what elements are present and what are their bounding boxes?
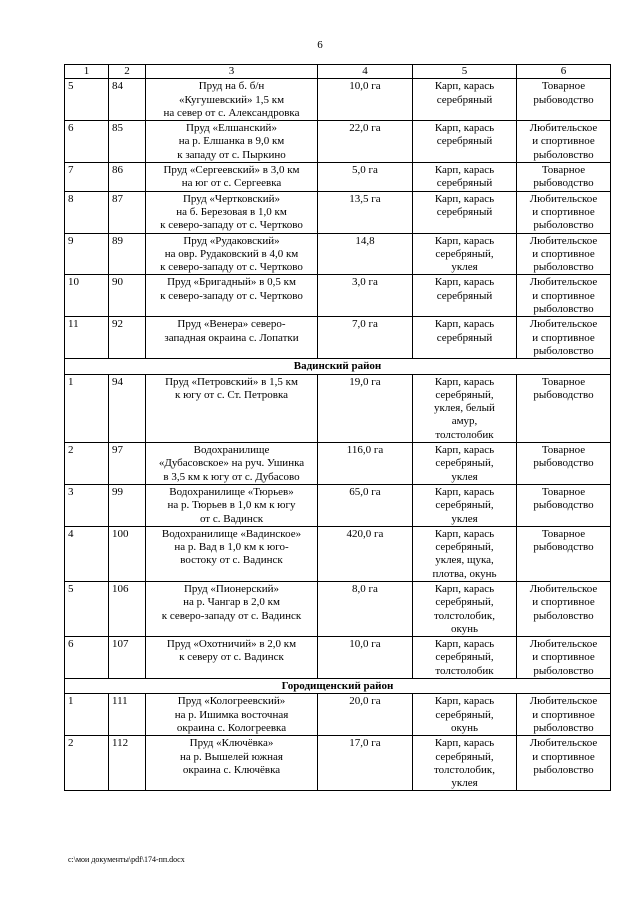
usage-line: и спортивное bbox=[532, 651, 595, 664]
table-row bbox=[65, 233, 611, 275]
usage-line: рыбоводство bbox=[533, 499, 594, 512]
name-line: к северу от с. Вадинск bbox=[179, 651, 284, 664]
row-number-cell: 2 bbox=[65, 443, 109, 485]
area-cell: 8,0 га bbox=[318, 581, 413, 636]
usage-line: рыбоводство bbox=[533, 177, 594, 190]
fish-line: Карп, карась bbox=[434, 527, 495, 540]
fish-line: окунь bbox=[450, 721, 479, 734]
water-body-id-cell: 92 bbox=[109, 317, 146, 359]
table-row bbox=[65, 79, 611, 121]
usage-line: и спортивное bbox=[532, 135, 595, 148]
header-cell-3: 3 bbox=[146, 65, 318, 79]
row-number-cell: 1 bbox=[65, 374, 109, 442]
water-body-id-cell: 84 bbox=[109, 79, 146, 121]
usage-line: и спортивное bbox=[532, 289, 595, 302]
water-body-name-cell bbox=[146, 163, 318, 192]
table-row bbox=[65, 191, 611, 233]
name-line: Пруд «Чертковский» bbox=[182, 192, 281, 205]
table-row bbox=[65, 484, 611, 526]
usage-line: Любительское bbox=[529, 695, 598, 708]
fish-line: Карп, карась bbox=[434, 485, 495, 498]
row-number-cell: 8 bbox=[65, 191, 109, 233]
area-cell: 20,0 га bbox=[318, 694, 413, 736]
fish-line: Карп, карась bbox=[434, 318, 495, 331]
fish-line: толстолобик, bbox=[434, 609, 495, 622]
water-body-id-cell: 100 bbox=[109, 526, 146, 581]
area-cell: 14,8 bbox=[318, 233, 413, 275]
usage-line: рыболовство bbox=[533, 219, 594, 232]
name-line: к северо-западу от с. Чертково bbox=[160, 289, 303, 302]
area-cell: 13,5 га bbox=[318, 191, 413, 233]
row-number-cell: 9 bbox=[65, 233, 109, 275]
water-body-name-cell bbox=[146, 637, 318, 679]
name-line: Водохранилище bbox=[193, 444, 270, 457]
usage-line: Любительское bbox=[529, 234, 598, 247]
fish-species-cell bbox=[413, 233, 517, 275]
fish-line: Карп, карась bbox=[434, 192, 495, 205]
water-body-name-cell bbox=[146, 581, 318, 636]
name-line: на р. Тюрьев в 1,0 км к югу bbox=[167, 499, 296, 512]
name-line: «Кугушевский» 1,5 км bbox=[178, 93, 285, 106]
water-body-name-cell bbox=[146, 121, 318, 163]
usage-line: Товарное bbox=[541, 527, 586, 540]
water-body-name-cell bbox=[146, 736, 318, 791]
fish-line: серебряный bbox=[436, 205, 493, 218]
water-body-id-cell: 87 bbox=[109, 191, 146, 233]
name-line: к северо-западу от с. Чертково bbox=[160, 261, 303, 274]
name-line: Пруд «Кологреевский» bbox=[177, 695, 286, 708]
name-line: к западу от с. Пыркино bbox=[177, 148, 286, 161]
fish-line: Карп, карась bbox=[434, 276, 495, 289]
area-cell: 5,0 га bbox=[318, 163, 413, 192]
name-line: на р. Вышелей южная bbox=[180, 750, 283, 763]
row-number-cell: 6 bbox=[65, 121, 109, 163]
fish-line: Карп, карась bbox=[434, 737, 495, 750]
name-line: Пруд «Охотничий» в 2,0 км bbox=[166, 638, 297, 651]
usage-line: рыболовство bbox=[533, 148, 594, 161]
name-line: на овр. Рудаковский в 4,0 км bbox=[164, 247, 299, 260]
name-line: на р. Ишимка восточная bbox=[174, 708, 289, 721]
name-line: окраина с. Кологреевка bbox=[176, 721, 287, 734]
usage-line: и спортивное bbox=[532, 596, 595, 609]
usage-line: рыбоводство bbox=[533, 93, 594, 106]
row-number-cell: 1 bbox=[65, 694, 109, 736]
usage-line: рыболовство bbox=[533, 344, 594, 357]
fish-line: серебряный bbox=[436, 289, 493, 302]
fish-line: уклея bbox=[451, 512, 478, 525]
table-row bbox=[65, 275, 611, 317]
fish-line: уклея bbox=[451, 470, 478, 483]
row-number-cell: 5 bbox=[65, 79, 109, 121]
fish-line: серебряный, bbox=[435, 247, 494, 260]
name-line: на р. Елшанка в 9,0 км bbox=[178, 135, 285, 148]
page-number: 6 bbox=[317, 39, 323, 51]
usage-line: и спортивное bbox=[532, 331, 595, 344]
fish-line: Карп, карась bbox=[434, 695, 495, 708]
area-cell: 3,0 га bbox=[318, 275, 413, 317]
usage-type-cell bbox=[517, 374, 611, 442]
usage-type-cell bbox=[517, 317, 611, 359]
area-cell: 65,0 га bbox=[318, 484, 413, 526]
fish-species-cell bbox=[413, 374, 517, 442]
area-cell: 7,0 га bbox=[318, 317, 413, 359]
water-body-id-cell: 89 bbox=[109, 233, 146, 275]
fish-line: серебряный, bbox=[435, 596, 494, 609]
fish-line: уклея bbox=[451, 777, 478, 790]
water-body-name-cell bbox=[146, 694, 318, 736]
header-cell-5: 5 bbox=[413, 65, 517, 79]
name-line: западная окраина с. Лопатки bbox=[164, 331, 299, 344]
water-body-name-cell bbox=[146, 484, 318, 526]
water-body-id-cell: 106 bbox=[109, 581, 146, 636]
name-line: Пруд «Сергеевский» в 3,0 км bbox=[163, 164, 300, 177]
row-number-cell: 4 bbox=[65, 526, 109, 581]
fish-line: Карп, карась bbox=[434, 444, 495, 457]
name-line: Пруд «Ключёвка» bbox=[189, 737, 274, 750]
fish-line: амур, bbox=[451, 415, 478, 428]
name-line: к северо-западу от с. Чертково bbox=[160, 219, 303, 232]
table-row bbox=[65, 526, 611, 581]
fishery-table bbox=[64, 64, 611, 791]
usage-line: Любительское bbox=[529, 638, 598, 651]
name-line: «Дубасовское» на руч. Ушинка bbox=[158, 457, 305, 470]
usage-type-cell bbox=[517, 163, 611, 192]
usage-type-cell bbox=[517, 275, 611, 317]
header-cell-4: 4 bbox=[318, 65, 413, 79]
header-cell-6: 6 bbox=[517, 65, 611, 79]
water-body-name-cell bbox=[146, 526, 318, 581]
fish-line: серебряный bbox=[436, 135, 493, 148]
water-body-name-cell bbox=[146, 374, 318, 442]
fish-line: Карп, карась bbox=[434, 164, 495, 177]
name-line: Водохранилище «Тюрьев» bbox=[169, 485, 294, 498]
usage-type-cell bbox=[517, 736, 611, 791]
fish-line: уклея bbox=[451, 261, 478, 274]
fish-species-cell bbox=[413, 694, 517, 736]
area-cell: 19,0 га bbox=[318, 374, 413, 442]
name-line: Пруд «Рудаковский» bbox=[183, 234, 280, 247]
fish-line: серебряный bbox=[436, 177, 493, 190]
usage-line: рыболовство bbox=[533, 609, 594, 622]
fish-species-cell bbox=[413, 191, 517, 233]
fish-species-cell bbox=[413, 736, 517, 791]
usage-type-cell bbox=[517, 121, 611, 163]
name-line: на р. Чангар в 2,0 км bbox=[183, 596, 280, 609]
row-number-cell: 10 bbox=[65, 275, 109, 317]
table-header-row bbox=[65, 65, 611, 79]
fish-species-cell bbox=[413, 79, 517, 121]
fish-line: уклея, щука, bbox=[435, 554, 494, 567]
usage-line: Товарное bbox=[541, 164, 586, 177]
header-cell-1: 1 bbox=[65, 65, 109, 79]
fish-line: Карп, карась bbox=[434, 122, 495, 135]
fish-line: толстолобик bbox=[435, 664, 494, 677]
fish-line: серебряный, bbox=[435, 541, 494, 554]
area-cell: 10,0 га bbox=[318, 79, 413, 121]
fish-line: Карп, карась bbox=[434, 638, 495, 651]
fish-line: серебряный, bbox=[435, 750, 494, 763]
usage-type-cell bbox=[517, 484, 611, 526]
water-body-id-cell: 86 bbox=[109, 163, 146, 192]
header-cell-2: 2 bbox=[109, 65, 146, 79]
name-line: востоку от с. Вадинск bbox=[180, 554, 283, 567]
usage-line: и спортивное bbox=[532, 205, 595, 218]
name-line: к югу от с. Ст. Петровка bbox=[174, 388, 289, 401]
fish-line: плотва, окунь bbox=[432, 567, 497, 580]
usage-type-cell bbox=[517, 637, 611, 679]
fish-line: уклея, белый bbox=[434, 402, 495, 415]
section-header-row bbox=[65, 359, 611, 374]
fish-line: Карп, карась bbox=[434, 582, 495, 595]
fish-line: серебряный bbox=[436, 331, 493, 344]
usage-type-cell bbox=[517, 694, 611, 736]
usage-line: Любительское bbox=[529, 582, 598, 595]
row-number-cell: 3 bbox=[65, 484, 109, 526]
footer-file-path: c:\мои документы\pdf\174-пп.docx bbox=[68, 855, 185, 864]
row-number-cell: 7 bbox=[65, 163, 109, 192]
usage-line: рыбоводство bbox=[533, 388, 594, 401]
section-header-row bbox=[65, 679, 611, 694]
name-line: на б. Березовая в 1,0 км bbox=[176, 205, 287, 218]
fish-line: серебряный, bbox=[435, 499, 494, 512]
usage-line: Любительское bbox=[529, 122, 598, 135]
table-row bbox=[65, 637, 611, 679]
water-body-id-cell: 97 bbox=[109, 443, 146, 485]
usage-line: Товарное bbox=[541, 80, 586, 93]
fish-line: серебряный, bbox=[435, 651, 494, 664]
fish-species-cell bbox=[413, 443, 517, 485]
water-body-id-cell: 107 bbox=[109, 637, 146, 679]
fish-line: толстолобик, bbox=[434, 763, 495, 776]
fish-line: Карп, карась bbox=[434, 80, 495, 93]
area-cell: 22,0 га bbox=[318, 121, 413, 163]
table-row bbox=[65, 581, 611, 636]
fish-species-cell bbox=[413, 163, 517, 192]
fish-species-cell bbox=[413, 275, 517, 317]
water-body-id-cell: 94 bbox=[109, 374, 146, 442]
area-cell: 17,0 га bbox=[318, 736, 413, 791]
name-line: Пруд на б. б/н bbox=[198, 80, 265, 93]
fish-line: окунь bbox=[450, 622, 479, 635]
usage-type-cell bbox=[517, 443, 611, 485]
fish-species-cell bbox=[413, 484, 517, 526]
usage-line: и спортивное bbox=[532, 247, 595, 260]
name-line: от с. Вадинск bbox=[199, 512, 264, 525]
usage-line: Любительское bbox=[529, 276, 598, 289]
area-cell: 10,0 га bbox=[318, 637, 413, 679]
fish-line: Карп, карась bbox=[434, 234, 495, 247]
fish-line: толстолобик bbox=[435, 428, 494, 441]
water-body-id-cell: 85 bbox=[109, 121, 146, 163]
water-body-name-cell bbox=[146, 317, 318, 359]
name-line: Водохранилище «Вадинское» bbox=[161, 527, 302, 540]
name-line: Пруд «Венера» северо- bbox=[177, 318, 286, 331]
table-row bbox=[65, 121, 611, 163]
usage-line: рыболовство bbox=[533, 261, 594, 274]
water-body-name-cell bbox=[146, 275, 318, 317]
usage-line: Товарное bbox=[541, 485, 586, 498]
name-line: окраина с. Ключёвка bbox=[182, 763, 281, 776]
fish-species-cell bbox=[413, 637, 517, 679]
table-row bbox=[65, 317, 611, 359]
table-row bbox=[65, 736, 611, 791]
fish-line: Карп, карась bbox=[434, 375, 495, 388]
usage-type-cell bbox=[517, 526, 611, 581]
fish-line: серебряный, bbox=[435, 457, 494, 470]
water-body-name-cell bbox=[146, 191, 318, 233]
usage-line: рыболовство bbox=[533, 721, 594, 734]
usage-line: Любительское bbox=[529, 192, 598, 205]
usage-line: Товарное bbox=[541, 444, 586, 457]
water-body-id-cell: 112 bbox=[109, 736, 146, 791]
water-body-name-cell bbox=[146, 233, 318, 275]
water-body-id-cell: 99 bbox=[109, 484, 146, 526]
row-number-cell: 11 bbox=[65, 317, 109, 359]
name-line: Пруд «Пионерский» bbox=[183, 582, 280, 595]
name-line: на р. Вад в 1,0 км к юго- bbox=[174, 541, 289, 554]
table-body bbox=[65, 65, 611, 791]
name-line: Пруд «Бригадный» в 0,5 км bbox=[167, 276, 296, 289]
area-cell: 420,0 га bbox=[318, 526, 413, 581]
name-line: Пруд «Петровский» в 1,5 км bbox=[165, 375, 298, 388]
usage-line: Товарное bbox=[541, 375, 586, 388]
usage-line: рыболовство bbox=[533, 664, 594, 677]
usage-type-cell bbox=[517, 233, 611, 275]
usage-line: Любительское bbox=[529, 737, 598, 750]
table-row bbox=[65, 694, 611, 736]
usage-line: рыбоводство bbox=[533, 541, 594, 554]
usage-line: рыболовство bbox=[533, 303, 594, 316]
fish-species-cell bbox=[413, 581, 517, 636]
fish-species-cell bbox=[413, 121, 517, 163]
row-number-cell: 2 bbox=[65, 736, 109, 791]
usage-line: и спортивное bbox=[532, 750, 595, 763]
name-line: в 3,5 км к югу от с. Дубасово bbox=[163, 470, 300, 483]
area-cell: 116,0 га bbox=[318, 443, 413, 485]
section-title: Вадинский район bbox=[65, 359, 611, 374]
fish-line: серебряный, bbox=[435, 388, 494, 401]
usage-line: Любительское bbox=[529, 318, 598, 331]
usage-line: рыбоводство bbox=[533, 457, 594, 470]
usage-type-cell bbox=[517, 191, 611, 233]
table-row bbox=[65, 374, 611, 442]
water-body-id-cell: 111 bbox=[109, 694, 146, 736]
fish-line: серебряный, bbox=[435, 708, 494, 721]
name-line: к северо-западу от с. Вадинск bbox=[161, 609, 302, 622]
table-row bbox=[65, 443, 611, 485]
name-line: на север от с. Александровка bbox=[163, 106, 300, 119]
water-body-id-cell: 90 bbox=[109, 275, 146, 317]
water-body-name-cell bbox=[146, 79, 318, 121]
fish-species-cell bbox=[413, 526, 517, 581]
name-line: Пруд «Елшанский» bbox=[186, 122, 277, 135]
usage-line: рыболовство bbox=[533, 763, 594, 776]
name-line: на юг от с. Сергеевка bbox=[181, 177, 282, 190]
table-row bbox=[65, 163, 611, 192]
usage-line: и спортивное bbox=[532, 708, 595, 721]
water-body-name-cell bbox=[146, 443, 318, 485]
usage-type-cell bbox=[517, 79, 611, 121]
usage-type-cell bbox=[517, 581, 611, 636]
row-number-cell: 6 bbox=[65, 637, 109, 679]
fish-line: серебряный bbox=[436, 93, 493, 106]
fish-species-cell bbox=[413, 317, 517, 359]
section-title: Городищенский район bbox=[65, 679, 611, 694]
row-number-cell: 5 bbox=[65, 581, 109, 636]
